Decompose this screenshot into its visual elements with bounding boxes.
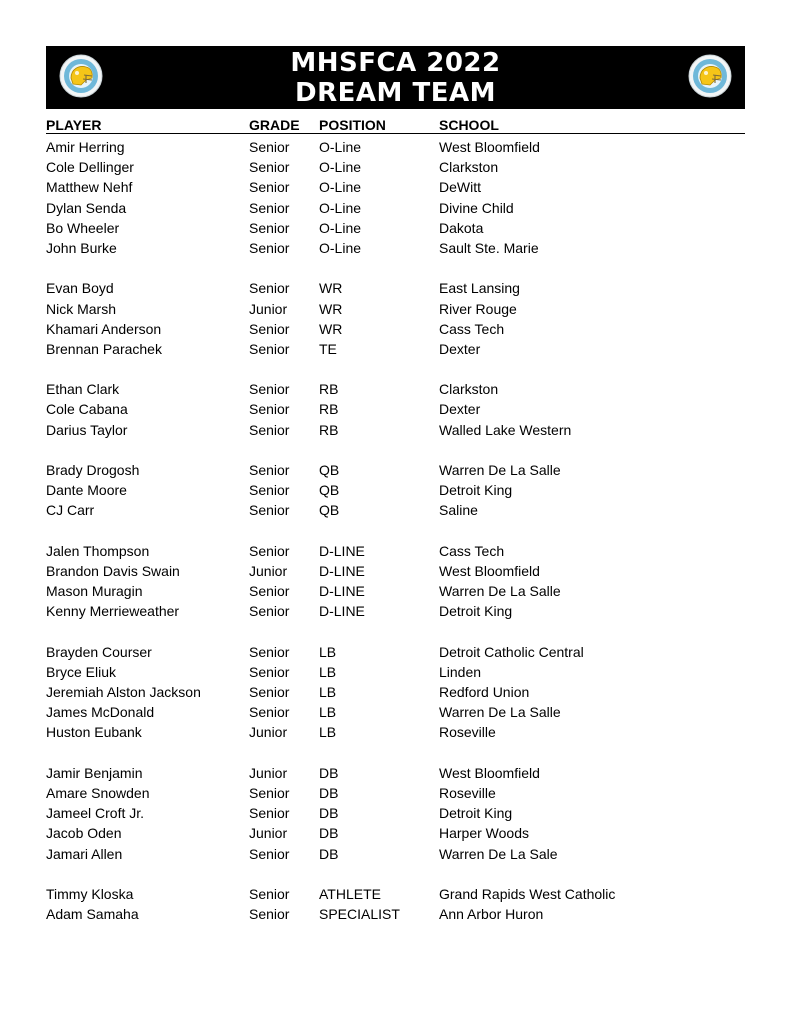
group-spacer xyxy=(46,743,745,763)
cell-school: Cass Tech xyxy=(439,320,505,337)
cell-school: West Bloomfield xyxy=(439,764,540,781)
cell-school: Walled Lake Western xyxy=(439,421,572,438)
roster-table xyxy=(46,137,745,924)
cell-school: Detroit King xyxy=(439,805,513,822)
cell-position: D-LINE xyxy=(319,542,365,559)
cell-position: WR xyxy=(319,320,343,337)
header-position: POSITION xyxy=(319,117,386,133)
group-spacer xyxy=(46,864,745,884)
group-spacer xyxy=(46,440,745,460)
table-row xyxy=(46,844,745,864)
table-row xyxy=(46,904,745,924)
cell-player: Cole Dellinger xyxy=(46,159,134,176)
banner-title-line-2: DREAM TEAM xyxy=(295,78,496,108)
cell-position: LB xyxy=(319,684,337,701)
cell-grade: Senior xyxy=(249,219,290,236)
cell-player: Timmy Kloska xyxy=(46,885,134,902)
table-row xyxy=(46,339,745,359)
table-row xyxy=(46,581,745,601)
cell-position: RB xyxy=(319,401,339,418)
cell-grade: Senior xyxy=(249,704,290,721)
cell-player: Huston Eubank xyxy=(46,724,142,741)
cell-grade: Senior xyxy=(249,179,290,196)
table-row xyxy=(46,198,745,218)
cell-school: Redford Union xyxy=(439,684,530,701)
table-row xyxy=(46,783,745,803)
cell-player: Adam Samaha xyxy=(46,906,139,923)
cell-grade: Senior xyxy=(249,885,290,902)
cell-school: West Bloomfield xyxy=(439,562,540,579)
cell-grade: Senior xyxy=(249,845,290,862)
cell-school: DeWitt xyxy=(439,179,481,196)
cell-school: Warren De La Salle xyxy=(439,583,561,600)
cell-player: Darius Taylor xyxy=(46,421,128,438)
cell-player: Brayden Courser xyxy=(46,643,152,660)
cell-school: Saline xyxy=(439,502,478,519)
table-row xyxy=(46,157,745,177)
cell-player: Jamari Allen xyxy=(46,845,123,862)
table-row xyxy=(46,763,745,783)
cell-school: Warren De La Salle xyxy=(439,462,561,478)
cell-player: Amir Herring xyxy=(46,139,125,155)
table-row xyxy=(46,722,745,742)
cell-school: Warren De La Sale xyxy=(439,845,558,862)
banner-title xyxy=(46,48,745,108)
cell-grade: Senior xyxy=(249,684,290,701)
cell-player: Ethan Clark xyxy=(46,381,120,398)
table-row xyxy=(46,803,745,823)
header-grade: GRADE xyxy=(249,117,300,133)
cell-position: D-LINE xyxy=(319,583,365,600)
cell-grade: Senior xyxy=(249,401,290,418)
cell-player: Jeremiah Alston Jackson xyxy=(46,684,201,701)
table-row xyxy=(46,662,745,682)
table-row xyxy=(46,420,745,440)
cell-grade: Junior xyxy=(249,562,288,579)
cell-player: Jalen Thompson xyxy=(46,542,150,559)
cell-grade: Senior xyxy=(249,239,290,256)
cell-player: James McDonald xyxy=(46,704,155,721)
cell-player: Mason Muragin xyxy=(46,583,143,600)
cell-grade: Senior xyxy=(249,421,290,438)
cell-position: DB xyxy=(319,764,339,781)
cell-school: Harper Woods xyxy=(439,825,530,842)
cell-grade: Senior xyxy=(249,139,290,155)
table-row xyxy=(46,278,745,298)
table-row xyxy=(46,218,745,238)
table-header xyxy=(46,117,745,134)
cell-player: Amare Snowden xyxy=(46,785,150,801)
cell-player: Matthew Nehf xyxy=(46,179,133,196)
cell-position: RB xyxy=(319,381,339,398)
group-spacer xyxy=(46,258,745,278)
cell-position: DB xyxy=(319,785,339,801)
cell-grade: Senior xyxy=(249,482,290,499)
cell-position: O-Line xyxy=(319,239,362,256)
title-banner xyxy=(46,46,745,109)
cell-school: West Bloomfield xyxy=(439,139,540,155)
cell-grade: Junior xyxy=(249,825,288,842)
cell-grade: Senior xyxy=(249,785,290,801)
table-row xyxy=(46,541,745,561)
cell-grade: Senior xyxy=(249,906,290,923)
table-row xyxy=(46,601,745,621)
table-row xyxy=(46,702,745,722)
cell-school: Sault Ste. Marie xyxy=(439,239,539,256)
cell-player: Cole Cabana xyxy=(46,401,128,418)
cell-player: Jamir Benjamin xyxy=(46,764,143,781)
cell-grade: Senior xyxy=(249,462,290,478)
table-row xyxy=(46,500,745,520)
cell-grade: Junior xyxy=(249,724,288,741)
football-helmet-logo-icon xyxy=(688,54,732,98)
cell-player: Nick Marsh xyxy=(46,300,117,317)
cell-player: Dylan Senda xyxy=(46,199,127,216)
cell-grade: Senior xyxy=(249,502,290,519)
cell-school: Ann Arbor Huron xyxy=(439,906,544,923)
cell-position: DB xyxy=(319,805,339,822)
cell-grade: Senior xyxy=(249,663,290,680)
cell-school: Grand Rapids West Catholic xyxy=(439,885,616,902)
cell-position: RB xyxy=(319,421,339,438)
cell-grade: Senior xyxy=(249,159,290,176)
cell-school: Linden xyxy=(439,663,482,680)
header-player: PLAYER xyxy=(46,117,102,133)
cell-position: O-Line xyxy=(319,219,362,236)
cell-grade: Senior xyxy=(249,320,290,337)
cell-grade: Senior xyxy=(249,199,290,216)
cell-position: D-LINE xyxy=(319,603,365,620)
cell-player: Bo Wheeler xyxy=(46,219,120,236)
cell-position: QB xyxy=(319,482,340,499)
cell-position: DB xyxy=(319,845,339,862)
cell-player: Bryce Eliuk xyxy=(46,663,117,680)
cell-player: Brady Drogosh xyxy=(46,462,140,478)
table-row xyxy=(46,642,745,662)
cell-grade: Senior xyxy=(249,381,290,398)
header-school: SCHOOL xyxy=(439,117,499,133)
cell-position: TE xyxy=(319,340,337,357)
cell-position: O-Line xyxy=(319,159,362,176)
cell-school: Roseville xyxy=(439,724,496,741)
banner-title-line-1: MHSFCA 2022 xyxy=(290,48,501,78)
cell-position: QB xyxy=(319,502,340,519)
cell-position: SPECIALIST xyxy=(319,906,400,923)
cell-school: Detroit King xyxy=(439,482,513,499)
cell-player: Dante Moore xyxy=(46,482,127,499)
cell-player: Evan Boyd xyxy=(46,280,114,297)
cell-position: D-LINE xyxy=(319,562,365,579)
cell-position: DB xyxy=(319,825,339,842)
table-row xyxy=(46,238,745,258)
cell-player: Brennan Parachek xyxy=(46,340,162,357)
group-spacer xyxy=(46,359,745,379)
cell-school: Divine Child xyxy=(439,199,514,216)
table-row xyxy=(46,460,745,480)
cell-grade: Senior xyxy=(249,340,290,357)
cell-school: Detroit Catholic Central xyxy=(439,643,584,660)
cell-school: Dakota xyxy=(439,219,484,236)
cell-position: WR xyxy=(319,300,343,317)
group-spacer xyxy=(46,521,745,541)
cell-position: WR xyxy=(319,280,343,297)
cell-grade: Junior xyxy=(249,764,288,781)
cell-school: Dexter xyxy=(439,340,481,357)
group-spacer xyxy=(46,622,745,642)
cell-player: John Burke xyxy=(46,239,117,256)
table-row xyxy=(46,561,745,581)
table-row xyxy=(46,682,745,702)
table-row xyxy=(46,823,745,843)
cell-grade: Senior xyxy=(249,583,290,600)
cell-position: O-Line xyxy=(319,179,362,196)
cell-player: Kenny Merrieweather xyxy=(46,603,180,620)
table-row xyxy=(46,319,745,339)
table-row xyxy=(46,399,745,419)
cell-school: Detroit King xyxy=(439,603,513,620)
cell-position: O-Line xyxy=(319,139,362,155)
cell-player: CJ Carr xyxy=(46,502,95,519)
cell-school: East Lansing xyxy=(439,280,520,297)
cell-school: Clarkston xyxy=(439,159,499,176)
cell-grade: Junior xyxy=(249,300,288,317)
cell-school: Roseville xyxy=(439,785,496,801)
table-row xyxy=(46,379,745,399)
table-row xyxy=(46,177,745,197)
table-row xyxy=(46,884,745,904)
cell-grade: Senior xyxy=(249,643,290,660)
cell-position: LB xyxy=(319,663,337,680)
cell-player: Jacob Oden xyxy=(46,825,122,842)
cell-grade: Senior xyxy=(249,603,290,620)
table-row xyxy=(46,299,745,319)
table-row xyxy=(46,137,745,157)
cell-position: O-Line xyxy=(319,199,362,216)
cell-school: Clarkston xyxy=(439,381,499,398)
cell-grade: Senior xyxy=(249,542,290,559)
cell-grade: Senior xyxy=(249,805,290,822)
cell-player: Brandon Davis Swain xyxy=(46,562,180,579)
cell-school: Warren De La Salle xyxy=(439,704,561,721)
cell-grade: Senior xyxy=(249,280,290,297)
cell-position: LB xyxy=(319,724,337,741)
table-row xyxy=(46,480,745,500)
cell-position: ATHLETE xyxy=(319,885,381,902)
cell-player: Khamari Anderson xyxy=(46,320,162,337)
cell-position: LB xyxy=(319,704,337,721)
cell-school: River Rouge xyxy=(439,300,517,317)
cell-position: QB xyxy=(319,462,340,478)
cell-school: Cass Tech xyxy=(439,542,505,559)
cell-player: Jameel Croft Jr. xyxy=(46,805,145,822)
cell-school: Dexter xyxy=(439,401,481,418)
cell-position: LB xyxy=(319,643,337,660)
